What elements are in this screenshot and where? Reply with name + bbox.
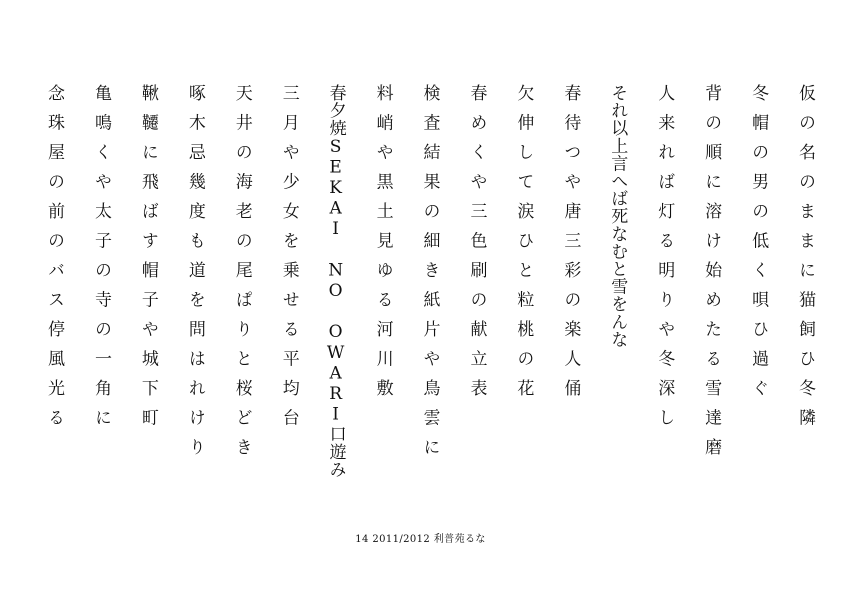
haiku-line: 料峭や黒土見ゆる河川敷 xyxy=(372,84,393,409)
haiku-line: 天井の海老の尾ぱりと桜どき xyxy=(231,84,252,468)
haiku-line: 背の順に溶け始めたる雪達磨 xyxy=(701,84,722,468)
haiku-line: 亀鳴くや太子の寺の一角に xyxy=(90,84,111,438)
haiku-line: それ以上言へば死なむと雪をんな xyxy=(607,84,628,348)
haiku-line: 啄木忌幾度も道を問はれけり xyxy=(184,84,205,468)
haiku-column-group xyxy=(42,84,817,484)
haiku-line: 人来れば灯る明りや冬深し xyxy=(654,84,675,438)
haiku-line: 検査結果の細き紙片や鳥雲に xyxy=(419,84,440,468)
haiku-line: 春めくや三色刷の献立表 xyxy=(466,84,487,409)
haiku-line: 鞦韆に飛ばす帽子や城下町 xyxy=(137,84,158,438)
haiku-line: 冬帽の男の低く唄ひ過ぐ xyxy=(748,84,769,409)
haiku-line: 念珠屋の前のバス停風光る xyxy=(44,84,64,438)
haiku-line: 仮の名のままに猫飼ひ冬隣 xyxy=(795,84,815,438)
haiku-line: 三月や少女を乗せる平均台 xyxy=(278,84,299,438)
haiku-line: 春夕焼SEKAI NO OWARI口遊み xyxy=(325,84,346,478)
page-footer: 14 2011/2012 利普苑るな xyxy=(355,534,486,545)
haiku-line: 春待つや唐三彩の楽人俑 xyxy=(560,84,581,409)
haiku-line: 欠伸して涙ひと粒桃の花 xyxy=(513,84,534,409)
